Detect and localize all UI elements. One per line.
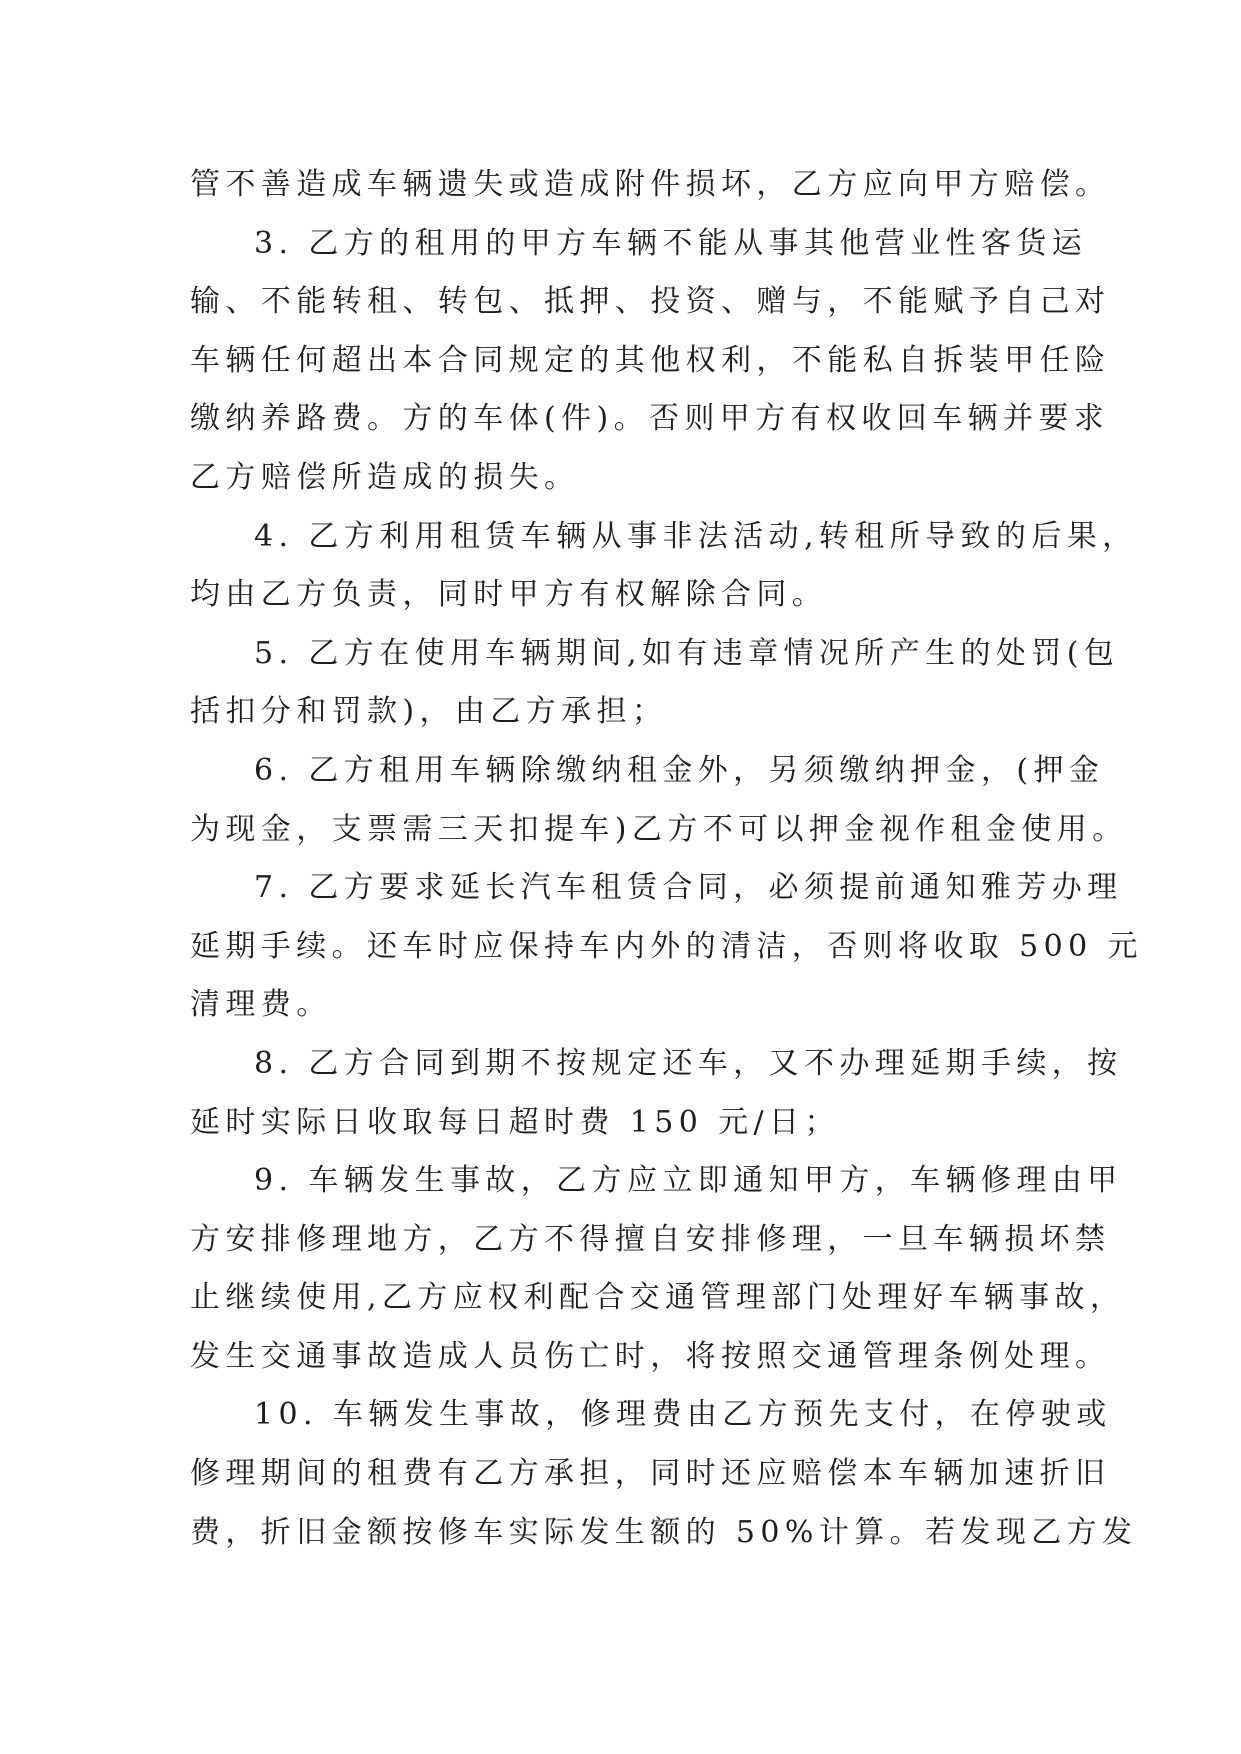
text-line: 清理费。	[190, 987, 332, 1023]
text-line: 6. 乙方租用车辆除缴纳租金外，另须缴纳押金，(押金	[254, 752, 1105, 788]
text-line: 括扣分和罚款)，由乙方承担；	[190, 694, 668, 730]
text-line: 乙方赔偿所造成的损失。	[190, 459, 580, 495]
text-line: 延时实际日收取每日超时费 150 元/日；	[190, 1104, 840, 1140]
text-line: 延期手续。还车时应保持车内外的清洁，否则将收取 500 元	[190, 928, 1143, 964]
text-line: 管不善造成车辆遗失或造成附件损坏，乙方应向甲方赔偿。	[190, 167, 1111, 202]
text-line: 8. 乙方合同到期不按规定还车，又不办理延期手续，按	[254, 1045, 1123, 1081]
contract-text	[190, 156, 1143, 1562]
text-line: 费，折旧金额按修车实际发生额的 50%计算。若发现乙方发	[190, 1514, 1138, 1550]
text-line: 修理期间的租费有乙方承担，同时还应赔偿本车辆加速折旧	[190, 1456, 1111, 1492]
text-line: 4. 乙方利用租赁车辆从事非法活动,转租所导致的后果，	[254, 518, 1138, 554]
text-line: 方安排修理地方，乙方不得擅自安排修理，一旦车辆损坏禁	[190, 1221, 1111, 1257]
text-line: 9. 车辆发生事故，乙方应立即通知甲方，车辆修理由甲	[254, 1163, 1123, 1199]
text-line: 10. 车辆发生事故，修理费由乙方预先支付，在停驶或	[254, 1397, 1112, 1433]
text-line: 止继续使用,乙方应权利配合交通管理部门处理好车辆事故，	[190, 1280, 1126, 1316]
text-line: 发生交通事故造成人员伤亡时，将按照交通管理条例处理。	[190, 1338, 1111, 1374]
text-line: 输、不能转租、转包、抵押、投资、赠与，不能赋予自己对	[190, 284, 1111, 320]
text-line: 为现金，支票需三天扣提车)乙方不可以押金视作租金使用。	[190, 811, 1128, 847]
text-line: 均由乙方负责，同时甲方有权解除合同。	[190, 577, 828, 613]
text-line: 5. 乙方在使用车辆期间,如有违章情况所产生的处罚(包	[254, 635, 1120, 671]
text-line: 缴纳养路费。方的车体(件)。否则甲方有权收回车辆并要求	[190, 401, 1110, 437]
text-line: 3. 乙方的租用的甲方车辆不能从事其他营业性客货运	[254, 225, 1088, 261]
text-line: 车辆任何超出本合同规定的其他权利，不能私自拆装甲任险	[190, 342, 1111, 378]
text-line: 7. 乙方要求延长汽车租赁合同，必须提前通知雅芳办理	[254, 870, 1123, 906]
